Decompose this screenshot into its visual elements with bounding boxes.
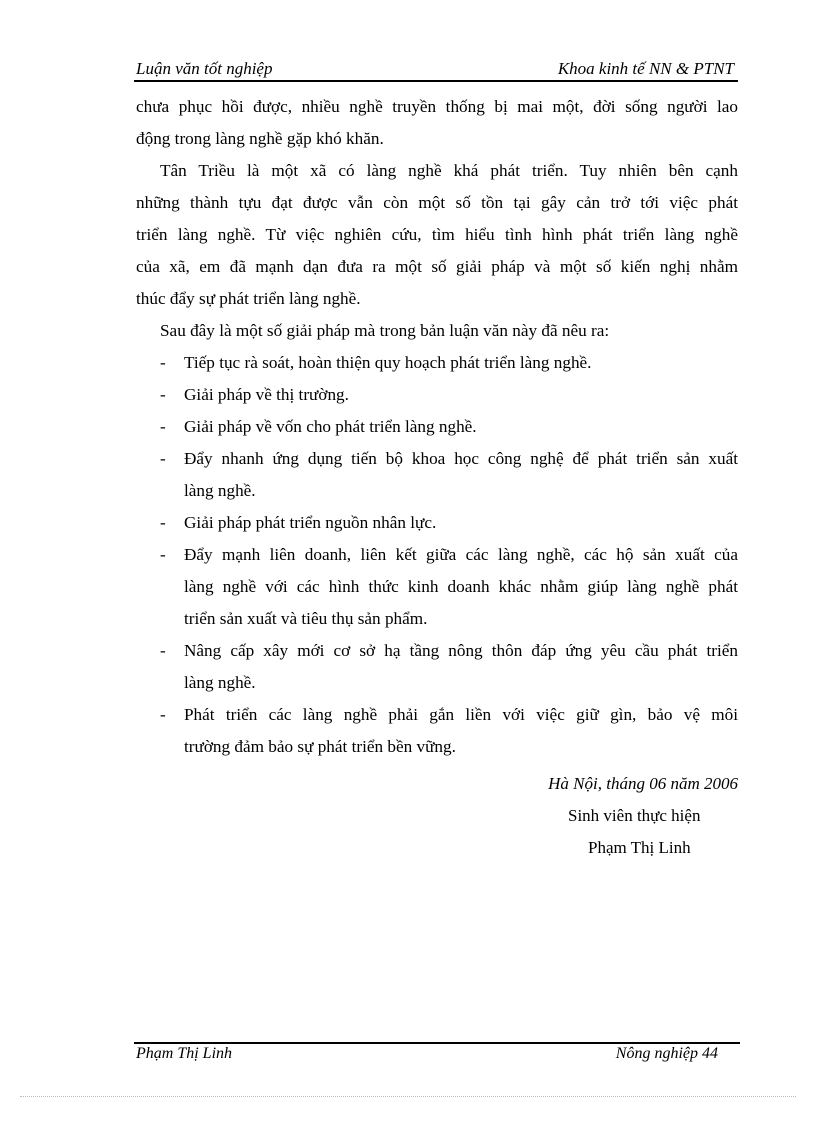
list-item <box>136 411 738 443</box>
list-item-text: Giải pháp phát triển nguồn nhân lực. <box>184 513 437 532</box>
list-item <box>136 635 738 699</box>
list-item-continuation: làng nghề. <box>184 481 256 500</box>
paragraph-line: Tân Triều là một xã có làng nghề khá phát triển. Tuy nhiên bên cạnh <box>160 161 738 180</box>
document-body <box>136 91 738 763</box>
signature-date: Hà Nội, tháng 06 năm 2006 <box>548 774 738 793</box>
list-item-text: Giải pháp về vốn cho phát triển làng nghề. <box>184 417 477 436</box>
list-item-line <box>136 699 738 731</box>
paragraph-line: thúc đẩy sự phát triển làng nghề. <box>136 289 361 308</box>
bullet-dash: - <box>160 385 166 404</box>
list-item-continuation: triển sản xuất và tiêu thụ sản phẩm. <box>184 609 428 628</box>
paragraph-line: của xã, em đã mạnh dạn đưa ra một số giải pháp và một số kiến nghị nhằm <box>136 257 738 276</box>
signature-name: Phạm Thị Linh <box>588 838 691 857</box>
bullet-dash: - <box>160 705 166 724</box>
list-item-continuation: trường đảm bảo sự phát triển bền vững. <box>184 737 456 756</box>
list-item <box>136 379 738 411</box>
list-item-line <box>136 443 738 475</box>
footer-author: Phạm Thị Linh <box>136 1045 233 1062</box>
list-item-line <box>136 635 738 667</box>
footer-class-page: Nông nghiệp 44 <box>615 1045 718 1062</box>
paragraph-line: động trong làng nghề gặp khó khăn. <box>136 129 384 148</box>
list-item-text: Giải pháp về thị trường. <box>184 385 349 404</box>
list-item-text: Phát triển các làng nghề phải gắn liền với việc giữ gìn, bảo vệ môi <box>184 705 738 724</box>
list-item <box>136 539 738 635</box>
list-item-continuation: làng nghề với các hình thức kinh doanh khác nhằm giúp làng nghề phát <box>184 577 738 596</box>
list-item-text: Đẩy nhanh ứng dụng tiến bộ khoa học công nghệ để phát triển sản xuất <box>184 449 738 468</box>
bullet-dash: - <box>160 545 166 564</box>
paragraph-line: triển làng nghề. Từ việc nghiên cứu, tìm hiểu tình hình phát triển làng nghề <box>136 225 738 244</box>
paragraph-line: những thành tựu đạt được vẫn còn một số tồn tại gây cản trở tới việc phát <box>136 193 738 212</box>
bullet-dash: - <box>160 641 166 660</box>
bullet-dash: - <box>160 353 166 372</box>
list-item-text: Đẩy mạnh liên doanh, liên kết giữa các làng nghề, các hộ sản xuất của <box>184 545 738 564</box>
list-item <box>136 347 738 379</box>
bullet-dash: - <box>160 513 166 532</box>
paragraph-line: chưa phục hồi được, nhiều nghề truyền thống bị mai một, đời sống người lao <box>136 97 738 116</box>
list-item-text: Nâng cấp xây mới cơ sở hạ tầng nông thôn đáp ứng yêu cầu phát triển <box>184 641 738 660</box>
bullet-dash: - <box>160 449 166 468</box>
list-item <box>136 507 738 539</box>
list-item-line <box>136 539 738 571</box>
list-item <box>136 699 738 763</box>
header-faculty-label: Khoa kinh tế NN & PTNT <box>557 59 734 78</box>
signature-role: Sinh viên thực hiện <box>568 806 701 825</box>
header-thesis-label: Luận văn tốt nghiệp <box>136 59 273 78</box>
page-edge-divider <box>20 1096 796 1097</box>
bullet-dash: - <box>160 417 166 436</box>
page-header <box>134 58 738 82</box>
list-item-continuation: làng nghề. <box>184 673 256 692</box>
footer-divider <box>134 1042 740 1044</box>
list-item-text: Tiếp tục rà soát, hoàn thiện quy hoạch phát triển làng nghề. <box>184 353 592 372</box>
list-item <box>136 443 738 507</box>
solution-list <box>136 347 738 763</box>
paragraph-line: Sau đây là một số giải pháp mà trong bản luận văn này đã nêu ra: <box>160 321 610 340</box>
